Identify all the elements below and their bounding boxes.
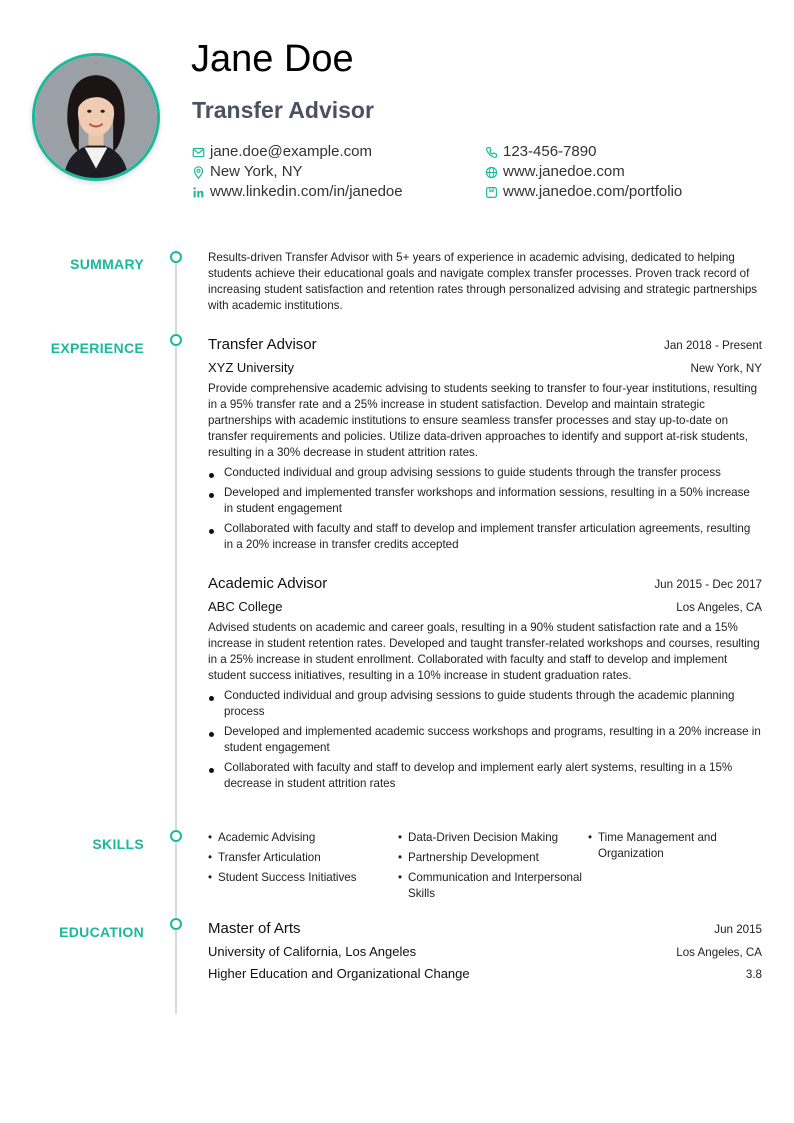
- job-title: Transfer Advisor: [192, 97, 374, 123]
- profile-photo: [32, 53, 160, 181]
- contact-linkedin[interactable]: [192, 182, 403, 202]
- timeline-dot-skills: [170, 830, 182, 842]
- skills-column: [588, 830, 758, 906]
- website-text[interactable]: www.janedoe.com: [503, 163, 625, 180]
- education-degree: Master of Arts: [208, 920, 301, 937]
- experience-title: Transfer Advisor: [208, 336, 317, 353]
- candidate-name: Jane Doe: [191, 38, 354, 80]
- bullet-item: Conducted individual and group advising sessions to guide students through the academic planning process: [208, 688, 762, 720]
- bullet-item: Developed and implemented transfer workshops and information sessions, resulting in a 50% increase in student engagement: [208, 485, 762, 517]
- skill-item: • Academic Advising: [208, 830, 398, 846]
- bullet-item: Developed and implemented academic success workshops and programs, resulting in a 20% increase in student engagement: [208, 724, 762, 756]
- contact-website[interactable]: [485, 162, 625, 182]
- portfolio-text[interactable]: www.janedoe.com/portfolio: [503, 183, 683, 200]
- education-gpa: 3.8: [745, 968, 762, 981]
- email-text[interactable]: jane.doe@example.com: [210, 143, 372, 160]
- section-label-experience: EXPERIENCE: [50, 340, 144, 356]
- experience-dates: Jun 2015 - Dec 2017: [654, 578, 762, 591]
- phone-text[interactable]: 123-456-7890: [503, 143, 597, 160]
- section-label-skills: SKILLS: [92, 836, 144, 852]
- education-section: [208, 919, 762, 983]
- experience-item: [208, 335, 762, 553]
- skill-item: • Partnership Development: [398, 850, 588, 866]
- experience-description: Provide comprehensive academic advising to students seeking to transfer to four-year institutions, resulting in a 95% transfer rate and a 25% increase in student satisfaction. Develop and maintain strategic partnerships with academic institutions to ensure seamless transfer processes and stay up-to-date on transfer requirements and policies. Utilize data-driven approaches to identify and support at-risk students, resulting in a 30% decrease in student attrition rates.: [208, 382, 758, 459]
- education-field: Higher Education and Organizational Change: [208, 966, 470, 981]
- education-date: Jun 2015: [714, 923, 762, 936]
- timeline-dot-education: [170, 918, 182, 930]
- skill-item: • Communication and Interpersonal Skills: [398, 870, 588, 902]
- experience-bullets: [208, 465, 762, 553]
- mail-icon: [192, 146, 205, 159]
- timeline-dot-summary: [170, 251, 182, 263]
- skills-column: [398, 830, 588, 906]
- avatar-illustration: [35, 56, 157, 178]
- contact-phone[interactable]: [485, 142, 596, 162]
- skills-column: [208, 830, 398, 906]
- timeline-dot-experience: [170, 334, 182, 346]
- experience-item: [208, 574, 762, 792]
- skill-item: • Student Success Initiatives: [208, 870, 398, 886]
- skill-item: • Time Management and Organization: [588, 830, 758, 862]
- contact-portfolio[interactable]: [485, 182, 682, 202]
- timeline-line: [175, 256, 177, 1014]
- contact-email[interactable]: [192, 142, 372, 162]
- bullet-item: Collaborated with faculty and staff to develop and implement transfer articulation agreements, resulting in a 20% increase in transfer credits accepted: [208, 521, 762, 553]
- portfolio-icon: [485, 186, 498, 199]
- skills-section: [208, 830, 762, 906]
- skill-item: • Transfer Articulation: [208, 850, 398, 866]
- experience-org: XYZ University: [208, 360, 294, 375]
- linkedin-icon: [192, 186, 205, 199]
- experience-location: Los Angeles, CA: [676, 601, 762, 614]
- experience-location: New York, NY: [690, 362, 762, 375]
- skill-item: • Data-Driven Decision Making: [398, 830, 588, 846]
- experience-org: ABC College: [208, 599, 283, 614]
- education-location: Los Angeles, CA: [676, 946, 762, 959]
- summary-text: Results-driven Transfer Advisor with 5+ years of experience in academic advising, dedicated to helping students achieve their educational goals and navigate complex transfer processes. Proven track record of increasing student satisfaction and retention rates through personalized advising and strategic partnerships with academic institutions.: [208, 251, 758, 312]
- bullet-item: Collaborated with faculty and staff to develop and implement early alert systems, resulting in a 15% decrease in student attrition rates: [208, 760, 762, 792]
- summary-section: [208, 250, 762, 314]
- location-text: New York, NY: [210, 163, 303, 180]
- experience-bullets: [208, 688, 762, 792]
- globe-icon: [485, 166, 498, 179]
- section-label-education: EDUCATION: [59, 924, 144, 940]
- education-school: University of California, Los Angeles: [208, 944, 417, 959]
- phone-icon: [485, 146, 498, 159]
- experience-dates: Jan 2018 - Present: [664, 339, 762, 352]
- linkedin-text[interactable]: www.linkedin.com/in/janedoe: [210, 183, 403, 200]
- contact-location: [192, 162, 303, 182]
- location-pin-icon: [192, 166, 205, 179]
- experience-description: Advised students on academic and career goals, resulting in a 90% student satisfaction rate and a 15% increase in student retention rates. Developed and taught transfer-related workshops and courses, resulting in a 25% increase in student enrollment. Collaborated with faculty and staff to develop and implement student success initiatives, resulting in a 10% increase in student graduation rates.: [208, 621, 760, 682]
- experience-title: Academic Advisor: [208, 575, 328, 592]
- section-label-summary: SUMMARY: [70, 256, 144, 272]
- bullet-item: Conducted individual and group advising sessions to guide students through the transfer process: [208, 465, 762, 481]
